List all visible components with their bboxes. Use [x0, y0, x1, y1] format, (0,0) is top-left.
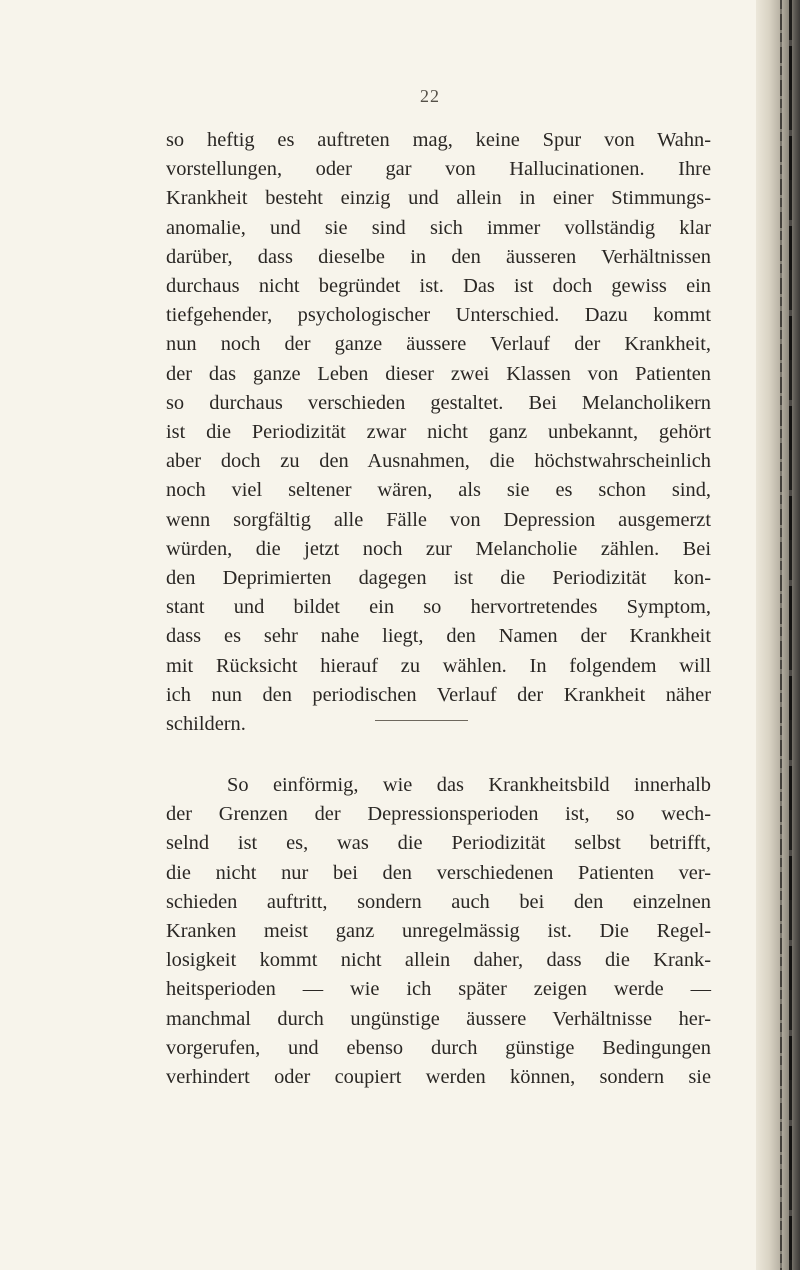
paragraph-1 — [166, 126, 711, 739]
text-line: schildern. — [166, 713, 246, 736]
text-line: so durchaus verschieden gestaltet. Bei Melancholikern — [166, 391, 711, 414]
text-line: würden, die jetzt noch zur Melancholie zählen. Bei — [166, 537, 711, 560]
text-line: nun noch der ganze äussere Verlauf der Krankheit, — [166, 333, 711, 356]
text-line: verhindert oder coupiert werden können, sondern sie — [166, 1066, 711, 1089]
text-line: so heftig es auftreten mag, keine Spur von Wahn- — [166, 129, 711, 151]
text-line: noch viel seltener wären, als sie es schon sind, — [166, 479, 711, 502]
text-line: losigkeit kommt nicht allein daher, dass die Krank- — [166, 949, 711, 972]
paragraph-2 — [166, 771, 711, 1092]
text-line: ich nun den periodischen Verlauf der Krankheit näher — [166, 683, 711, 706]
text-line: aber doch zu den Ausnahmen, die höchstwahrscheinlich — [166, 450, 711, 473]
text-line: durchaus nicht begründet ist. Das ist doch gewiss ein — [166, 275, 711, 298]
text-line: der das ganze Leben dieser zwei Klassen von Patienten — [166, 362, 711, 385]
text-line: selnd ist es, was die Periodizität selbst betrifft, — [166, 832, 711, 855]
page-number: 22 — [420, 86, 440, 106]
text-line: heitsperioden — wie ich später zeigen werde — — [166, 978, 711, 1001]
text-line: den Deprimierten dagegen ist die Periodizität kon- — [166, 567, 711, 590]
text-line: So einförmig, wie das Krankheitsbild innerhalb — [227, 774, 711, 796]
text-line: vorgerufen, und ebenso durch günstige Bedingungen — [166, 1036, 711, 1059]
book-binding-edge — [756, 0, 800, 1270]
text-line: anomalie, und sie sind sich immer vollständig klar — [166, 216, 711, 239]
text-line: dass es sehr nahe liegt, den Namen der Krankheit — [166, 625, 711, 648]
text-line: schieden auftritt, sondern auch bei den einzelnen — [166, 890, 711, 913]
text-line: mit Rücksicht hierauf zu wählen. In folgendem will — [166, 654, 711, 677]
text-line: wenn sorgfältig alle Fälle von Depression ausgemerzt — [166, 508, 711, 531]
text-line: manchmal durch ungünstige äussere Verhältnisse her- — [166, 1007, 711, 1030]
text-line: darüber, dass dieselbe in den äusseren Verhältnissen — [166, 245, 711, 268]
text-line: vorstellungen, oder gar von Hallucinationen. Ihre — [166, 158, 711, 181]
text-line: tiefgehender, psychologischer Unterschied. Dazu kommt — [166, 304, 711, 327]
text-line: ist die Periodizität zwar nicht ganz unbekannt, gehört — [166, 421, 711, 444]
text-line: die nicht nur bei den verschiedenen Patienten ver- — [166, 861, 711, 884]
section-divider — [375, 720, 468, 721]
text-line: stant und bildet ein so hervortretendes Symptom, — [166, 596, 711, 619]
text-line: Kranken meist ganz unregelmässig ist. Die Regel- — [166, 920, 711, 943]
text-line: Krankheit besteht einzig und allein in einer Stimmungs- — [166, 187, 711, 210]
text-line: der Grenzen der Depressionsperioden ist, so wech- — [166, 803, 711, 826]
